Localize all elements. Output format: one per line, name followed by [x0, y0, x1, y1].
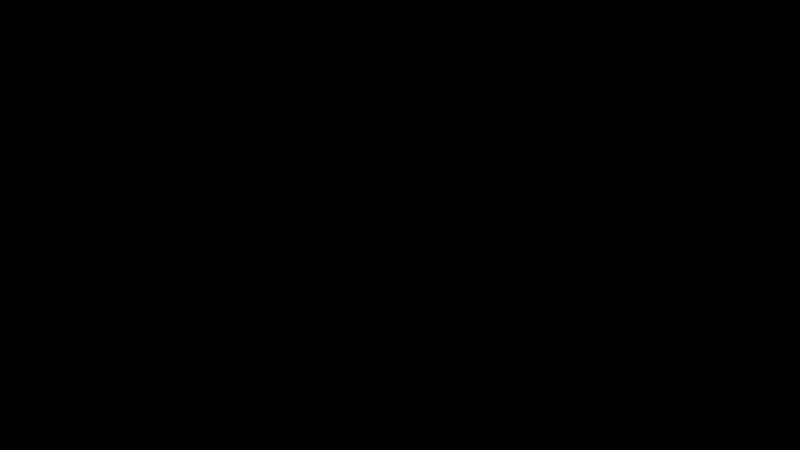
section-post-production: [0, 92, 800, 96]
section-production-company: [0, 278, 800, 282]
